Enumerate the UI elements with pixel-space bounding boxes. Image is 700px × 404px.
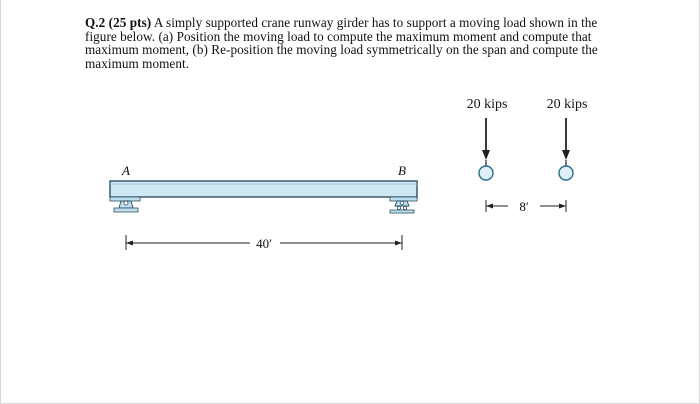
load-1-arrow: [482, 118, 490, 166]
load-2-arrow: [562, 118, 570, 166]
question-body-line-4: maximum moment.: [85, 55, 190, 71]
question-body-line-3: maximum moment, (b) Re-position the moving load symmetrically on the span and compute the: [85, 42, 598, 58]
load-1-label: 20 kips: [466, 97, 508, 112]
load-2-wheel: [559, 166, 573, 180]
question-points: (25 pts): [108, 15, 152, 30]
question-number: Q.2: [85, 15, 106, 30]
support-a-label: A: [122, 163, 130, 178]
question-body-line-2: figure below. (a) Position the moving load to compute the maximum moment and compute that: [85, 28, 592, 44]
load-2-label: 20 kips: [546, 97, 588, 112]
question-body-line-1: A simply supported crane runway girder has to support a moving load shown in the: [153, 15, 598, 30]
support-a-pin: [110, 197, 140, 212]
load-1-wheel: [479, 166, 493, 180]
load-spacing-label: 8′: [519, 199, 529, 214]
girder-beam: [110, 181, 417, 197]
support-b-label: B: [398, 163, 406, 178]
span-label: 40′: [256, 236, 272, 251]
support-b-roller: [390, 197, 417, 213]
